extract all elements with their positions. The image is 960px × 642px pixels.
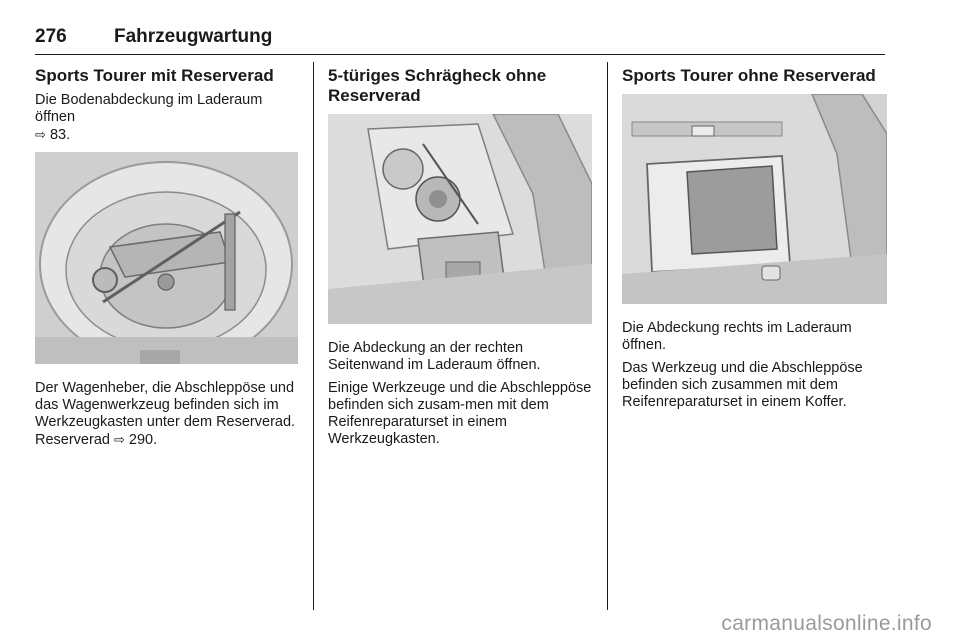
intro-text: Die Bodenabdeckung im Laderaum öffnen ⇨ 83. — [35, 92, 263, 143]
body-text: Der Wagenheber, die Abschleppöse und das Wagenwerkzeug befinden sich im Werkzeugkasten unter dem Reserverad. Reserverad ⇨ 290. — [35, 380, 296, 448]
page-header — [35, 26, 885, 55]
side-panel-toolbox-illustration — [328, 114, 592, 324]
body-text: Einige Werkzeuge und die Abschleppöse befinden sich zusam-men mit dem Reifenreparaturset in einem Werkzeugkasten. — [328, 380, 592, 447]
section-heading: 5-türiges Schrägheck ohne Reserverad — [328, 66, 547, 105]
column-hatchback-without-spare — [328, 66, 592, 454]
column-divider — [313, 62, 314, 610]
page-ref-link[interactable]: 290. — [128, 432, 158, 448]
page-number: 276 — [35, 26, 67, 47]
column-sports-tourer-without-spare — [622, 66, 887, 417]
section-heading: Sports Tourer mit Reserverad — [35, 66, 274, 85]
cargo-case-illustration — [622, 94, 887, 304]
watermark-text: carmanualsonline.info — [721, 612, 932, 635]
body-text: Die Abdeckung an der rechten Seitenwand im Laderaum öffnen. — [328, 340, 541, 373]
page-ref-link[interactable]: 83. — [49, 127, 71, 143]
page-ref-arrow-icon: ⇨ — [113, 432, 125, 447]
spare-wheel-tool-illustration — [35, 152, 298, 364]
page-ref-arrow-icon: ⇨ — [35, 127, 46, 142]
column-divider — [607, 62, 608, 610]
page-title: Fahrzeugwartung — [114, 26, 273, 47]
body-text: Das Werkzeug und die Abschleppöse befinden sich zusammen mit dem Reifenreparaturset in einem Koffer. — [622, 360, 863, 410]
section-heading: Sports Tourer ohne Reserverad — [622, 66, 876, 85]
column-sports-tourer-with-spare — [35, 66, 298, 455]
body-text: Die Abdeckung rechts im Laderaum öffnen. — [622, 320, 852, 353]
